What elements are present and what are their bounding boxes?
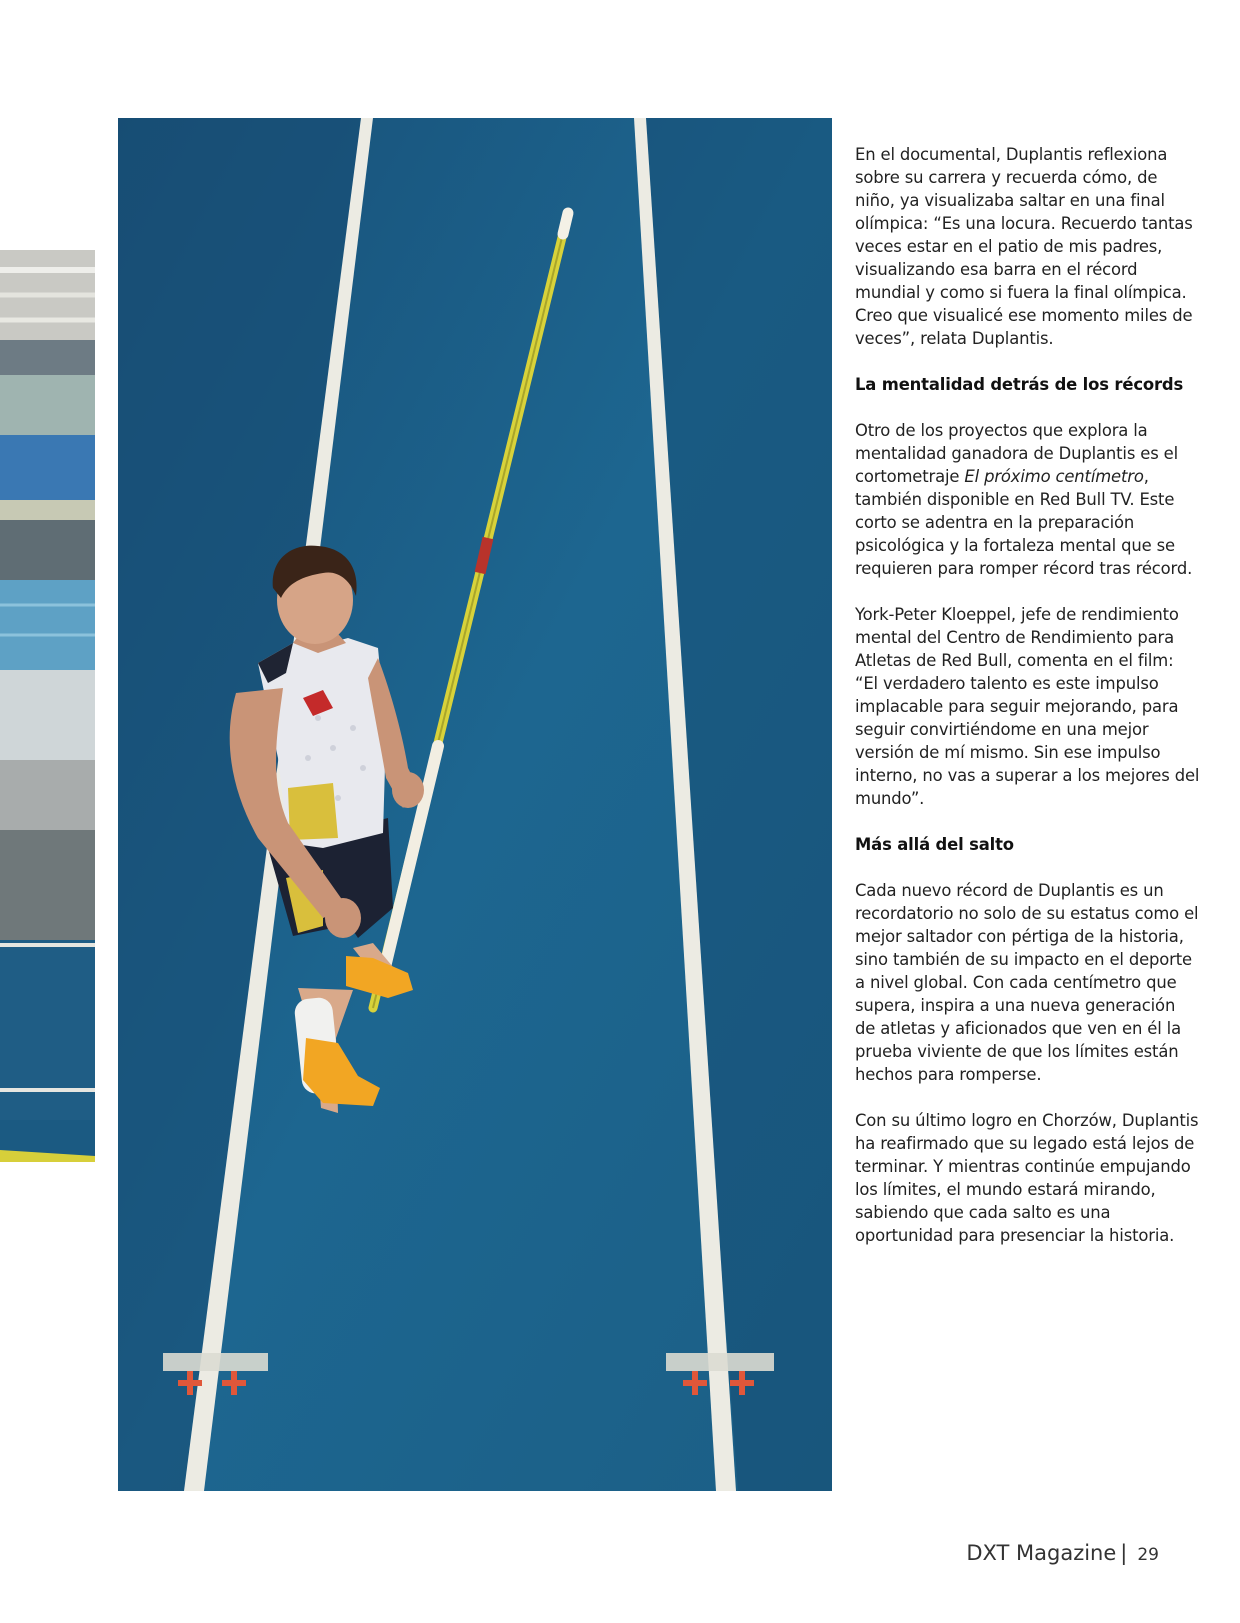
magazine-name: DXT Magazine: [966, 1541, 1117, 1565]
article-paragraph-intro: En el documental, Duplantis reflexiona sobre su carrera y recuerda cómo, de niño, ya visualizaba saltar en una final olímpica: “Es una locura. Recuerdo tantas veces estar en el patio de mis padres, visualizando esa barra en el récord mundial y como si fuera la final olímpica. Creo que visualicé ese momento miles de veces”, relata Duplantis.: [855, 145, 1193, 348]
paragraph-text-before-film: Otro de los proyectos que explora la mentalidad ganadora de Duplantis es el cortometraje: [855, 421, 1178, 486]
article-paragraph-short-film: [855, 419, 1200, 580]
main-photo-athlete-pole-vault: [118, 118, 832, 1491]
section-heading-beyond: Más allá del salto: [855, 835, 1014, 854]
article-column: [855, 143, 1200, 1270]
side-photo-stadium: [0, 250, 95, 1162]
film-title: El próximo centímetro: [964, 467, 1144, 486]
footer-separator: |: [1120, 1541, 1128, 1565]
page-footer: [966, 1541, 1159, 1565]
paragraph-text-after-film: , también disponible en Red Bull TV. Este corto se adentra en la preparación psicológica y la fortaleza mental que se requieren para romper récord tras récord.: [855, 467, 1193, 578]
article-paragraph-closing: Con su último logro en Chorzów, Duplantis ha reafirmado que su legado está lejos de terminar. Y mientras continúe empujando los límites, el mundo estará mirando, sabiendo que cada salto es una oportunidad para presenciar la historia.: [855, 1111, 1199, 1245]
article-paragraph-quote-kloeppel: York-Peter Kloeppel, jefe de rendimiento mental del Centro de Rendimiento para Atletas de Red Bull, comenta en el film: “El verdadero talento es este impulso implacable para seguir mejorando, para seguir convirtiéndome en una mejor versión de mí mismo. Sin ese impulso interno, no vas a superar a los mejores del mundo”.: [855, 605, 1200, 808]
section-heading-mentality: La mentalidad detrás de los récords: [855, 375, 1184, 394]
article-paragraph-legacy: Cada nuevo récord de Duplantis es un recordatorio no solo de su estatus como el mejor saltador con pértiga de la historia, sino también de su impacto en el deporte a nivel global. Con cada centímetro que supera, inspira a una nueva generación de atletas y aficionados que ven en él la prueba viviente de que los límites están hechos para romperse.: [855, 881, 1199, 1084]
page-number: 29: [1137, 1545, 1159, 1565]
